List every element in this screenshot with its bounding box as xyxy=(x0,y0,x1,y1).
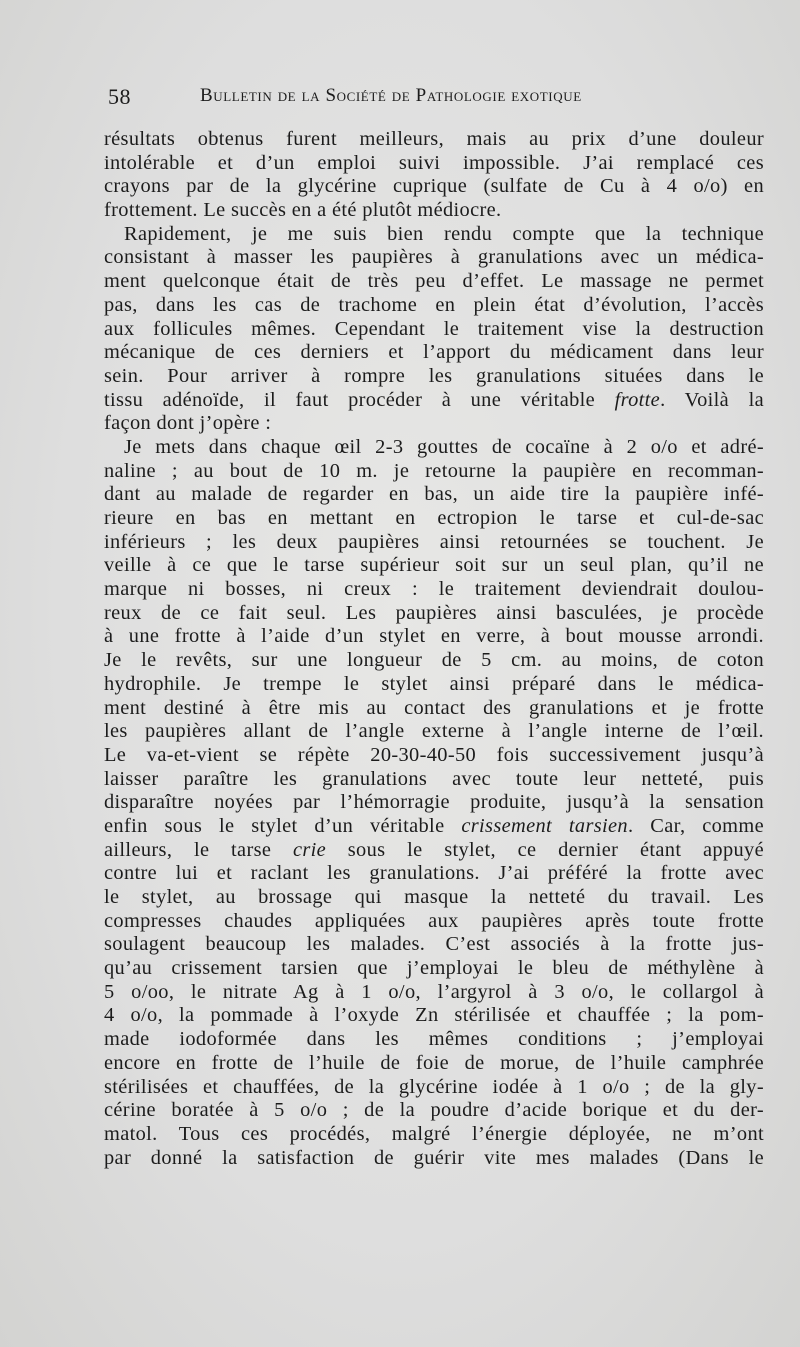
text-line: laisser paraître les granulations avec toute leur netteté, puis xyxy=(104,767,764,790)
text-line: frottement. Le succès en a été plutôt médiocre. xyxy=(104,199,502,222)
text-line: stérilisées et chauffées, de la glycérine iodée à 1 o/o ; de la gly- xyxy=(104,1075,764,1098)
text-line: ailleurs, le tarse crie sous le stylet, ce dernier étant appuyé xyxy=(104,838,764,861)
text-line: inférieurs ; les deux paupières ainsi retournées se touchent. Je xyxy=(104,530,764,553)
body-text xyxy=(104,128,764,1170)
text-line: enfin sous le stylet d’un véritable crissement tarsien. Car, comme xyxy=(104,814,764,837)
text-line: cérine boratée à 5 o/o ; de la poudre d’acide borique et du der- xyxy=(104,1099,764,1122)
page-header xyxy=(108,84,768,112)
text-line: résultats obtenus furent meilleurs, mais au prix d’une douleur xyxy=(104,128,764,150)
text-line: à une frotte à l’aide d’un stylet en verre, à bout mousse arrondi. xyxy=(104,625,764,648)
text-line: pas, dans les cas de trachome en plein état d’évolution, l’accès xyxy=(104,293,764,316)
text-line: aux follicules mêmes. Cependant le traitement vise la destruction xyxy=(104,317,764,340)
text-line: soulagent beaucoup les malades. C’est associés à la frotte jus- xyxy=(104,933,764,956)
text-line: Je mets dans chaque œil 2-3 gouttes de cocaïne à 2 o/o et adré- xyxy=(124,435,764,458)
text-line: façon dont j’opère : xyxy=(104,412,272,435)
text-line: le stylet, au brossage qui masque la netteté du travail. Les xyxy=(104,886,764,908)
text-line: veille à ce que le tarse supérieur soit sur un seul plan, qu’il ne xyxy=(104,554,764,577)
italic-term: frotte xyxy=(614,388,661,411)
text-line: reux de ce fait seul. Les paupières ainsi basculées, je procède xyxy=(104,601,764,624)
text-line: disparaître noyées par l’hémorragie produite, jusqu’à la sensation xyxy=(104,791,764,814)
text-line: compresses chaudes appliquées aux paupières après toute frotte xyxy=(104,909,764,932)
text-line: ment quelconque était de très peu d’effet. Le massage ne permet xyxy=(104,270,764,293)
text-line: Rapidement, je me suis bien rendu compte que la technique xyxy=(124,222,764,245)
text-line: hydrophile. Je trempe le stylet ainsi préparé dans le médica- xyxy=(104,672,764,695)
text-line: naline ; au bout de 10 m. je retourne la paupière en recomman- xyxy=(104,459,764,482)
page-number: 58 xyxy=(108,84,131,109)
text-line: ment destiné à être mis au contact des granulations et je frotte xyxy=(104,696,764,719)
text-line: tissu adénoïde, il faut procéder à une véritable frotte. Voilà la xyxy=(104,388,764,411)
text-line: intolérable et d’un emploi suivi impossible. J’ai remplacé ces xyxy=(104,151,764,174)
text-line: Le va-et-vient se répète 20-30-40-50 fois successivement jusqu’à xyxy=(104,743,764,766)
italic-term: crie xyxy=(292,838,327,861)
text-line: 5 o/oo, le nitrate Ag à 1 o/o, l’argyrol à 3 o/o, le collargol à xyxy=(104,980,764,1003)
text-line: consistant à masser les paupières à granulations avec un médica- xyxy=(104,246,764,269)
text-line: par donné la satisfaction de guérir vite mes malades (Dans le xyxy=(104,1146,764,1169)
text-line: encore en frotte de l’huile de foie de morue, de l’huile camphrée xyxy=(104,1051,764,1074)
text-line: rieure en bas en mettant en ectropion le tarse et cul-de-sac xyxy=(104,507,764,529)
text-line: contre lui et raclant les granulations. J’ai préféré la frotte avec xyxy=(104,862,764,885)
text-line: Je le revêts, sur une longueur de 5 cm. au moins, de coton xyxy=(104,649,764,672)
running-title: Bulletin de la Société de Pathologie exotique xyxy=(200,85,582,106)
text-line: matol. Tous ces procédés, malgré l’énergie déployée, ne m’ont xyxy=(104,1122,764,1145)
text-line: crayons par de la glycérine cuprique (sulfate de Cu à 4 o/o) en xyxy=(104,175,764,198)
italic-term: crissement tarsien xyxy=(461,814,628,837)
text-line: qu’au crissement tarsien que j’employai le bleu de méthylène à xyxy=(104,957,764,980)
text-line: les paupières allant de l’angle externe à l’angle interne de l’œil. xyxy=(104,720,764,743)
text-line: 4 o/o, la pommade à l’oxyde Zn stérilisée et chauffée ; la pom- xyxy=(104,1004,764,1027)
text-line: dant au malade de regarder en bas, un aide tire la paupière infé- xyxy=(104,483,764,506)
text-line: mécanique de ces derniers et l’apport du médicament dans leur xyxy=(104,341,764,364)
text-line: marque ni bosses, ni creux : le traitement deviendrait doulou- xyxy=(104,578,764,601)
text-line: sein. Pour arriver à rompre les granulations situées dans le xyxy=(104,364,764,387)
text-line: made iodoformée dans les mêmes conditions ; j’employai xyxy=(104,1028,764,1051)
